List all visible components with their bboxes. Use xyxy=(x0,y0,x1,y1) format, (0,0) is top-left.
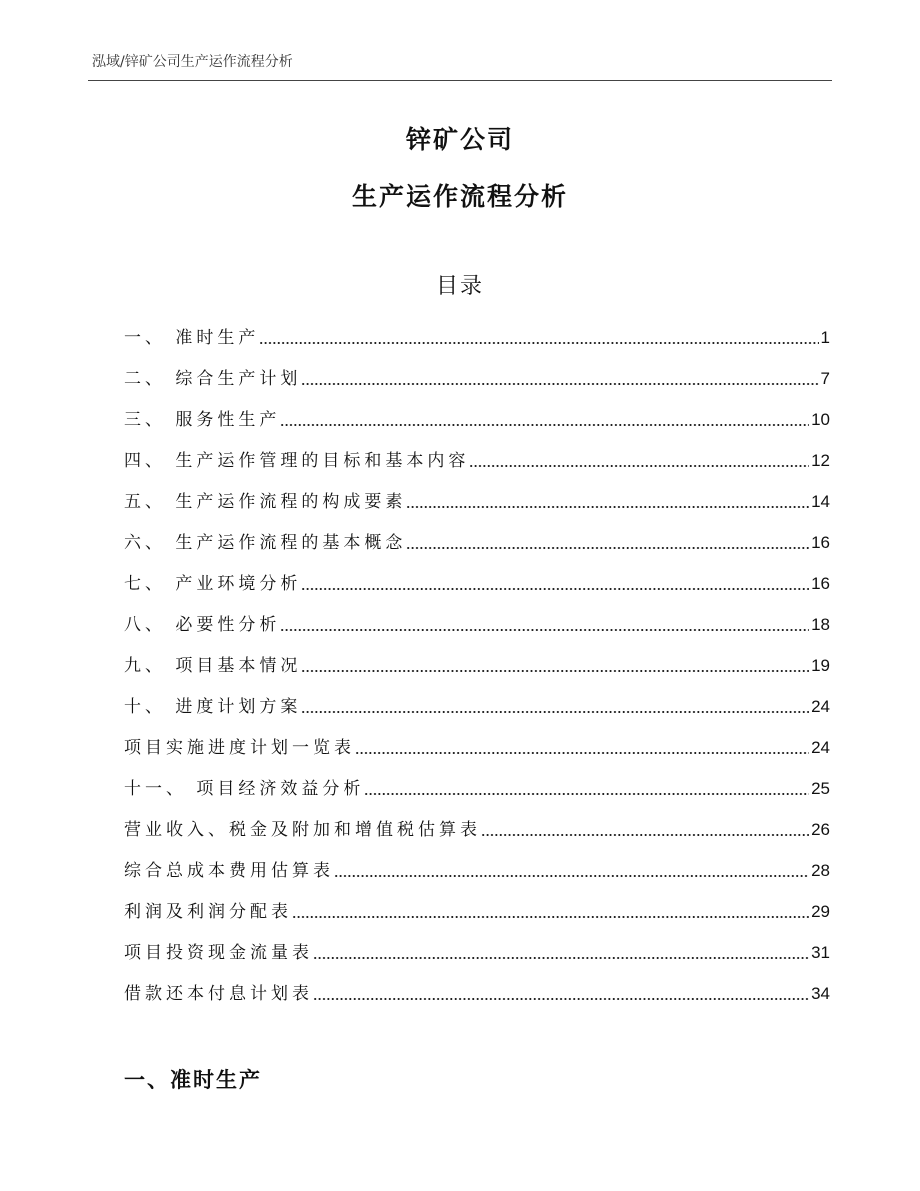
toc-entry-page: 34 xyxy=(811,983,830,1003)
toc-entry-page: 29 xyxy=(811,901,830,921)
document-title: 锌矿公司 xyxy=(405,125,514,154)
toc-dot-leader xyxy=(334,874,809,878)
toc-entry[interactable] xyxy=(124,522,830,563)
toc-entry-page: 25 xyxy=(811,778,830,798)
toc-dot-leader xyxy=(280,628,809,632)
toc-entry-label: 五、 生产运作流程的构成要素 xyxy=(124,491,407,512)
toc-entry-page: 14 xyxy=(811,491,830,511)
toc-entry-page: 31 xyxy=(811,942,830,962)
toc-entry-label: 借款还本付息计划表 xyxy=(124,983,313,1004)
toc-entry[interactable] xyxy=(124,399,830,440)
toc-entry[interactable] xyxy=(124,932,830,973)
toc-entry[interactable] xyxy=(124,686,830,727)
toc-entry-label: 七、 产业环境分析 xyxy=(124,573,302,594)
toc-entry-page: 28 xyxy=(811,860,830,880)
toc-entry[interactable] xyxy=(124,481,830,522)
toc-dot-leader xyxy=(301,587,809,591)
toc-entry[interactable] xyxy=(124,604,830,645)
toc-dot-leader xyxy=(292,915,809,919)
toc-entry-label: 四、 生产运作管理的目标和基本内容 xyxy=(124,450,470,471)
toc-dot-leader xyxy=(406,546,809,550)
toc-entry[interactable] xyxy=(124,358,830,399)
toc-entry-page: 24 xyxy=(811,737,830,757)
toc-entry-label: 二、 综合生产计划 xyxy=(124,368,302,389)
toc-entry[interactable] xyxy=(124,563,830,604)
toc-entry-label: 八、 必要性分析 xyxy=(124,614,281,635)
toc-entry-label: 六、 生产运作流程的基本概念 xyxy=(124,532,407,553)
toc-entry-label: 项目实施进度计划一览表 xyxy=(124,737,355,758)
table-of-contents xyxy=(124,317,830,1014)
toc-entry[interactable] xyxy=(124,440,830,481)
toc-entry-page: 24 xyxy=(811,696,830,716)
toc-entry-page: 12 xyxy=(811,450,830,470)
document-subtitle: 生产运作流程分析 xyxy=(351,182,568,211)
toc-entry[interactable] xyxy=(124,850,830,891)
toc-entry-label: 三、 服务性生产 xyxy=(124,409,281,430)
toc-dot-leader xyxy=(406,505,809,509)
toc-entry-label: 项目投资现金流量表 xyxy=(124,942,313,963)
toc-entry-label: 九、 项目基本情况 xyxy=(124,655,302,676)
section-heading: 一、准时生产 xyxy=(124,1068,262,1092)
toc-entry-page: 16 xyxy=(811,573,830,593)
toc-entry[interactable] xyxy=(124,727,830,768)
toc-entry-label: 营业收入、税金及附加和增值税估算表 xyxy=(124,819,481,840)
toc-heading: 目录 xyxy=(435,274,484,299)
toc-dot-leader xyxy=(280,423,809,427)
toc-entry-page: 16 xyxy=(811,532,830,552)
toc-dot-leader xyxy=(481,833,809,837)
toc-dot-leader xyxy=(469,464,809,468)
toc-entry-page: 26 xyxy=(811,819,830,839)
toc-entry-page: 18 xyxy=(811,614,830,634)
toc-entry[interactable] xyxy=(124,645,830,686)
toc-entry-label: 利润及利润分配表 xyxy=(124,901,292,922)
toc-entry-label: 十一、 项目经济效益分析 xyxy=(124,778,365,799)
toc-entry[interactable] xyxy=(124,973,830,1014)
toc-entry[interactable] xyxy=(124,809,830,850)
toc-entry-label: 综合总成本费用估算表 xyxy=(124,860,334,881)
toc-dot-leader xyxy=(313,956,809,960)
toc-entry[interactable] xyxy=(124,891,830,932)
toc-dot-leader xyxy=(301,710,809,714)
header-rule xyxy=(88,80,832,81)
toc-entry-page: 19 xyxy=(811,655,830,675)
toc-dot-leader xyxy=(301,669,809,673)
toc-entry-page: 1 xyxy=(820,327,830,347)
toc-dot-leader xyxy=(355,751,809,755)
toc-entry-label: 一、 准时生产 xyxy=(124,327,260,348)
toc-dot-leader xyxy=(301,382,818,386)
toc-dot-leader xyxy=(259,341,818,345)
toc-entry-page: 7 xyxy=(820,368,830,388)
toc-entry[interactable] xyxy=(124,768,830,809)
toc-entry-page: 10 xyxy=(811,409,830,429)
toc-entry-label: 十、 进度计划方案 xyxy=(124,696,302,717)
toc-entry[interactable] xyxy=(124,317,830,358)
running-header: 泓域/锌矿公司生产运作流程分析 xyxy=(92,54,293,70)
toc-dot-leader xyxy=(364,792,809,796)
toc-dot-leader xyxy=(313,997,809,1001)
